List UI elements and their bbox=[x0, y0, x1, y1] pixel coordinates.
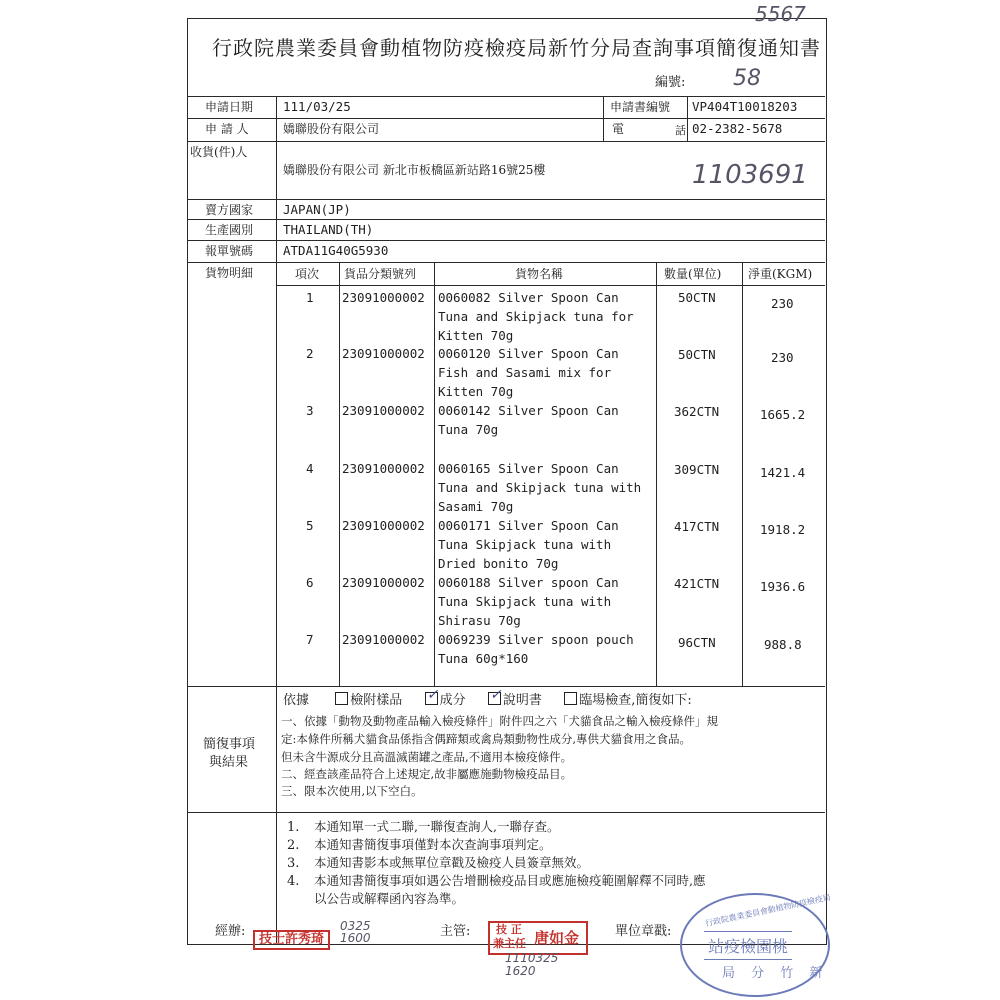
goods-row-name: 0060165 Silver Spoon Can Tuna and Skipjack tuna with Sasami 70g bbox=[438, 461, 642, 514]
supervisor-stamp-name: 唐如金 bbox=[534, 929, 580, 947]
supervisor-label: 主管: bbox=[440, 924, 471, 939]
serial-value: 58 bbox=[733, 66, 761, 91]
goods-row-weight: 1665.2 bbox=[760, 407, 806, 422]
goods-row-code: 23091000002 bbox=[342, 290, 425, 305]
option-checkbox-manual[interactable] bbox=[488, 692, 501, 705]
goods-row-qty: 417CTN bbox=[674, 519, 720, 534]
goods-row-weight: 230 bbox=[771, 296, 794, 311]
goods-row-no: 6 bbox=[306, 575, 314, 590]
goods-row-no: 2 bbox=[306, 346, 314, 361]
reply-label-line2: 與結果 bbox=[209, 755, 249, 770]
supervisor-stamp bbox=[488, 921, 588, 955]
note-text: 本通知書影本或無單位章戳及檢疫人員簽章無效。 bbox=[314, 855, 590, 870]
apply-date: 111/03/25 bbox=[283, 99, 351, 114]
goods-header-code: 貨品分類號列 bbox=[344, 267, 417, 281]
goods-row-code: 23091000002 bbox=[342, 403, 425, 418]
app-no: VP404T10018203 bbox=[692, 99, 798, 114]
goods-row-code: 23091000002 bbox=[342, 632, 425, 647]
note-text: 本通知書簡復事項僅對本次查詢事項判定。 bbox=[314, 837, 552, 852]
note-no: 2. bbox=[287, 838, 300, 853]
unit-seal-label: 單位章戳: bbox=[615, 924, 672, 939]
origin-label: 生產國別 bbox=[205, 223, 254, 237]
phone-label-2: 話 bbox=[675, 124, 686, 137]
consignee-handwriting: 1103691 bbox=[692, 160, 808, 190]
goods-row-qty: 421CTN bbox=[674, 576, 720, 591]
reply-line: 二、經查該產品符合上述規定,故非屬應施動物檢疫品目。 bbox=[281, 767, 573, 781]
phone: 02-2382-5678 bbox=[692, 121, 783, 136]
option-label-ingredients: 成分 bbox=[439, 693, 466, 708]
seal-bottom-text: 局 分 竹 新 bbox=[722, 966, 829, 981]
basis-label: 依據 bbox=[283, 693, 310, 708]
seller-country-label: 賣方國家 bbox=[205, 203, 254, 217]
corner-handwriting: 5567 bbox=[755, 2, 806, 26]
goods-row-qty: 362CTN bbox=[674, 404, 720, 419]
goods-label: 貨物明細 bbox=[205, 266, 254, 280]
goods-row-no: 7 bbox=[306, 632, 314, 647]
goods-row-no: 4 bbox=[306, 461, 314, 476]
option-checkbox-ingredients[interactable] bbox=[425, 692, 438, 705]
goods-row-weight: 1936.6 bbox=[760, 579, 806, 594]
goods-header-qty: 數量(單位) bbox=[664, 267, 722, 281]
supervisor-stamp-role: 兼主任 bbox=[493, 937, 526, 950]
reply-line: 但未含牛源成分且高溫滅菌罐之產品,不適用本檢疫條件。 bbox=[281, 750, 573, 764]
option-label-manual: 說明書 bbox=[502, 693, 542, 708]
serial-label: 編號: bbox=[655, 75, 686, 90]
goods-row-qty: 50CTN bbox=[678, 290, 716, 305]
origin: THAILAND(TH) bbox=[283, 222, 374, 237]
goods-row-qty: 50CTN bbox=[678, 347, 716, 362]
goods-row-name: 0060142 Silver Spoon Can Tuna 70g bbox=[438, 403, 619, 437]
declaration: ATDA11G40G5930 bbox=[283, 243, 389, 258]
option-label-onsite: 臨場檢查 bbox=[579, 693, 632, 708]
goods-row-code: 23091000002 bbox=[342, 461, 425, 476]
option-label-sample: 檢附樣品 bbox=[350, 693, 403, 708]
supervisor-signature: 1110325 1620 bbox=[505, 951, 559, 978]
seal-arc-text: 行政院農業委員會動植物防疫檢疫局 bbox=[704, 892, 832, 929]
note-no: 4. bbox=[287, 874, 300, 889]
goods-row-weight: 1918.2 bbox=[760, 522, 806, 537]
app-no-label: 申請書編號 bbox=[610, 100, 671, 114]
note-no: 3. bbox=[287, 856, 300, 871]
goods-row-code: 23091000002 bbox=[342, 575, 425, 590]
reply-line: 一、依據「動物及動物產品輸入檢疫條件」附件四之六「犬貓食品之輸入檢疫條件」規 bbox=[281, 714, 718, 728]
goods-header-name: 貨物名稱 bbox=[515, 267, 564, 281]
goods-row-no: 1 bbox=[306, 290, 314, 305]
goods-header-no: 項次 bbox=[295, 267, 320, 281]
basis-row bbox=[283, 692, 692, 707]
seal-main-text: 站疫檢園桃 bbox=[704, 931, 792, 960]
note-text: 以公告或解釋函內容為準。 bbox=[314, 891, 465, 906]
goods-row-name: 0060171 Silver Spoon Can Tuna Skipjack tuna with Dried bonito 70g bbox=[438, 518, 619, 571]
reply-label-line1: 簡復事項 bbox=[203, 737, 256, 752]
goods-row-name: 0060082 Silver Spoon Can Tuna and Skipjack tuna for Kitten 70g bbox=[438, 290, 634, 343]
handler-label: 經辦: bbox=[215, 924, 246, 939]
page-title: 行政院農業委員會動植物防疫檢疫局新竹分局查詢事項簡復通知書 bbox=[212, 36, 821, 60]
declaration-label: 報單號碼 bbox=[205, 244, 254, 258]
goods-row-name: 0060120 Silver Spoon Can Fish and Sasami mix for Kitten 70g bbox=[438, 346, 619, 399]
note-text: 本通知單一式二聯,一聯復查詢人,一聯存查。 bbox=[314, 819, 560, 834]
handler-signature: 0325 1600 bbox=[340, 919, 371, 945]
goods-row-name: 0060188 Silver spoon Can Tuna Skipjack tuna with Shirasu 70g bbox=[438, 575, 619, 628]
goods-row-qty: 96CTN bbox=[678, 635, 716, 650]
phone-label: 電 bbox=[612, 122, 625, 136]
basis-suffix: ,簡復如下: bbox=[631, 693, 692, 708]
unit-seal bbox=[680, 893, 830, 997]
note-text: 本通知書簡復事項如遇公告增刪檢疫品目或應施檢疫範圍解釋不同時,應 bbox=[314, 873, 706, 888]
goods-row-weight: 230 bbox=[771, 350, 794, 365]
consignee: 嬌聯股份有限公司 新北市板橋區新站路16號25樓 bbox=[283, 163, 546, 177]
goods-row-code: 23091000002 bbox=[342, 346, 425, 361]
option-checkbox-onsite[interactable] bbox=[564, 692, 577, 705]
supervisor-stamp-title: 技 正 bbox=[496, 923, 522, 936]
reply-line: 定:本條件所稱犬貓食品係指含偶蹄類或禽鳥類動物性成分,專供犬貓食用之食品。 bbox=[281, 732, 692, 746]
goods-row-qty: 309CTN bbox=[674, 462, 720, 477]
applicant-label: 申 請 人 bbox=[205, 122, 249, 136]
goods-row-name: 0069239 Silver spoon pouch Tuna 60g*160 bbox=[438, 632, 634, 666]
note-no: 1. bbox=[287, 820, 300, 835]
apply-date-label: 申請日期 bbox=[205, 100, 254, 114]
goods-row-code: 23091000002 bbox=[342, 518, 425, 533]
goods-header-weight: 淨重(KGM) bbox=[748, 267, 813, 281]
consignee-label: 收貨(件)人 bbox=[190, 145, 248, 159]
applicant: 嬌聯股份有限公司 bbox=[283, 122, 380, 136]
option-checkbox-sample[interactable] bbox=[335, 692, 348, 705]
goods-row-no: 3 bbox=[306, 403, 314, 418]
seller-country: JAPAN(JP) bbox=[283, 202, 351, 217]
goods-row-weight: 988.8 bbox=[764, 637, 802, 652]
reply-line: 三、限本次使用,以下空白。 bbox=[281, 784, 423, 798]
handler-stamp: 技士許秀琦 bbox=[253, 930, 330, 950]
goods-row-weight: 1421.4 bbox=[760, 465, 806, 480]
goods-row-no: 5 bbox=[306, 518, 314, 533]
